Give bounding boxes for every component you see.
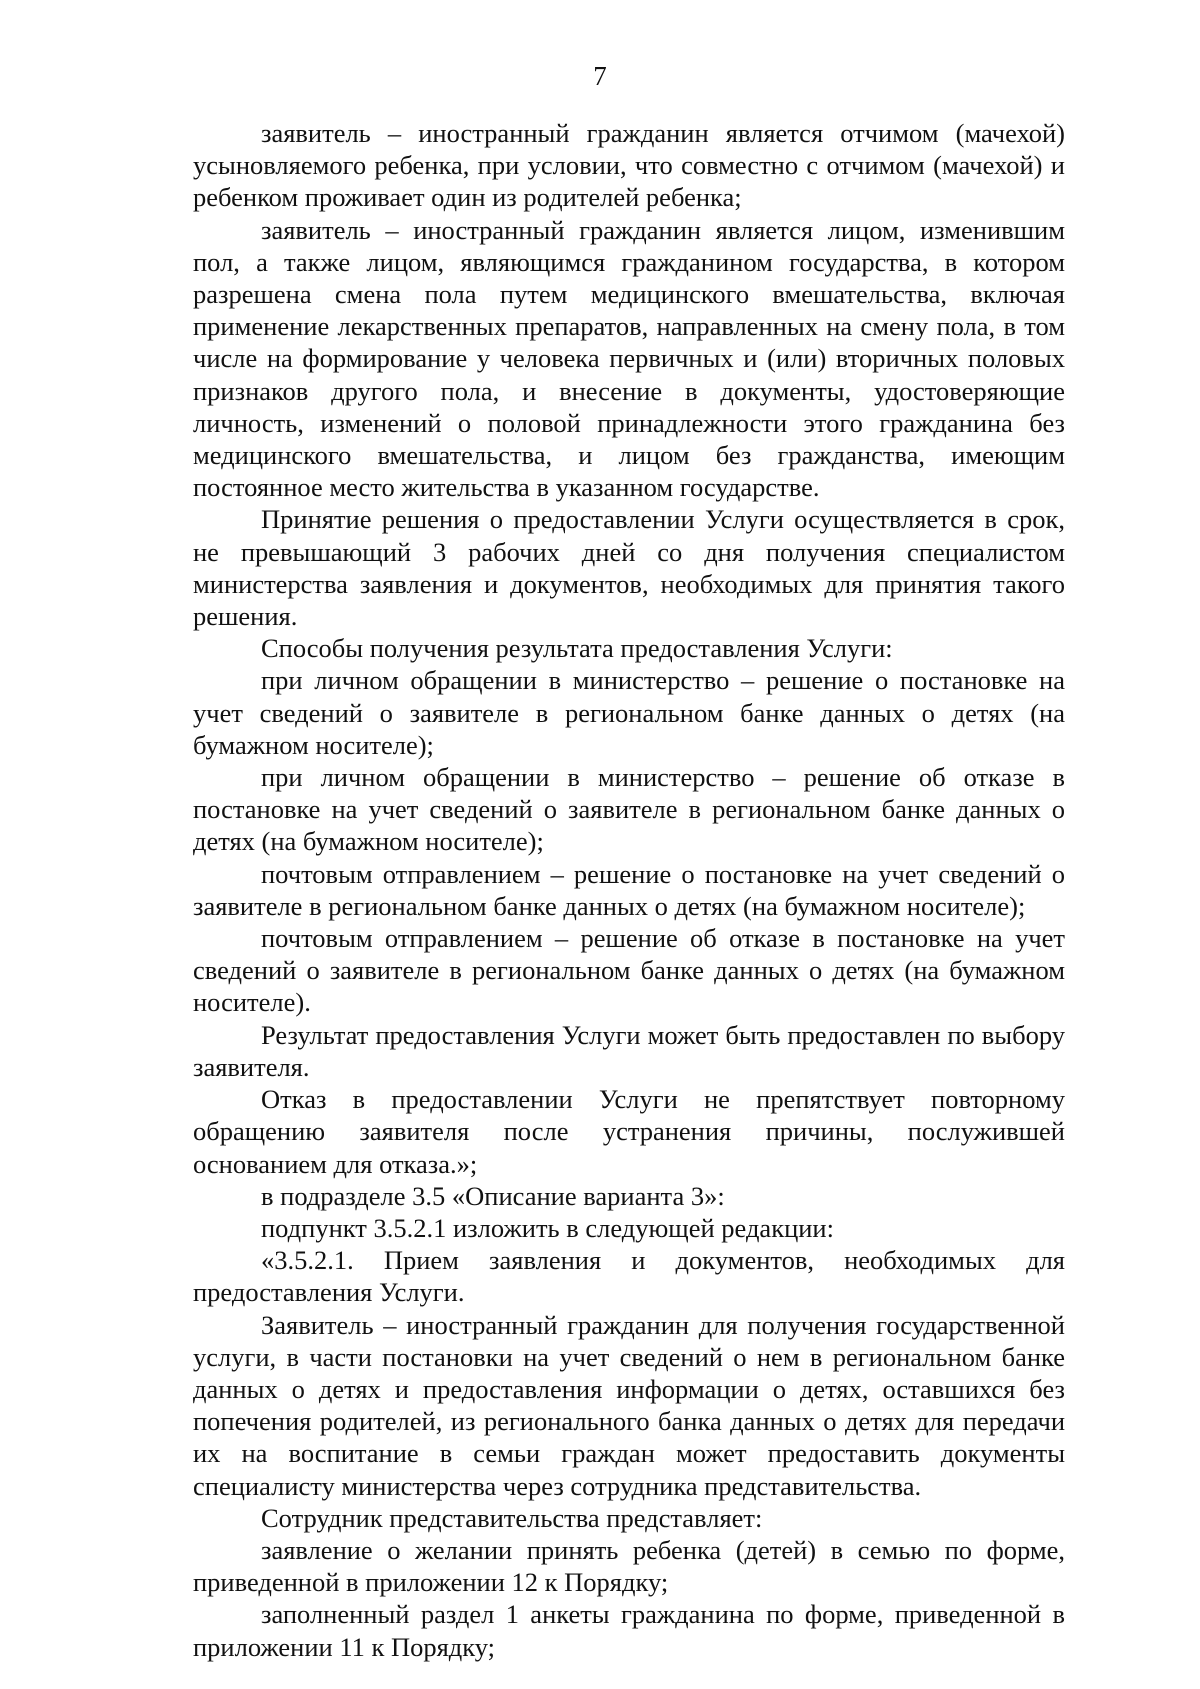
paragraph: заполненный раздел 1 анкеты гражданина по форме, приведенной в приложении 11 к Порядку; — [193, 1599, 1065, 1662]
page-number: 7 — [593, 61, 607, 91]
paragraph: при личном обращении в министерство – решение о постановке на учет сведений о заявителе в региональном банке данных о детях (на бумажном носителе); — [193, 665, 1065, 760]
paragraph: Результат предоставления Услуги может быть предоставлен по выбору заявителя. — [193, 1019, 1065, 1082]
paragraph: подпункт 3.5.2.1 изложить в следующей редакции: — [261, 1212, 834, 1243]
paragraph: при личном обращении в министерство – решение об отказе в постановке на учет сведений о заявителе в региональном банке данных о детях (на бумажном носителе); — [193, 762, 1065, 857]
paragraph: почтовым отправлением – решение о постановке на учет сведений о заявителе в региональном банке данных о детях (на бумажном носителе); — [193, 858, 1065, 921]
paragraph: «3.5.2.1. Прием заявления и документов, необходимых для предоставления Услуги. — [193, 1245, 1065, 1308]
paragraph: Отказ в предоставлении Услуги не препятствует повторному обращению заявителя после устранения причины, послужившей основанием для отказа.»; — [193, 1084, 1065, 1179]
paragraph: Заявитель – иностранный гражданин для получения государственной услуги, в части постановки на учет сведений о нем в региональном банке данных о детях и предоставления информации о детях, оставшихся без попечения родителей, из регионального банка данных о детях для передачи их на воспитание в семьи граждан может предоставить документы специалисту министерства через сотрудника представительства. — [193, 1309, 1065, 1501]
paragraph: почтовым отправлением – решение об отказе в постановке на учет сведений о заявителе в региональном банке данных о детях (на бумажном носителе). — [193, 923, 1065, 1018]
paragraph: Принятие решения о предоставлении Услуги осуществляется в срок, не превышающий 3 рабочих дней со дня получения специалистом министерства заявления и документов, необходимых для принятия такого решения. — [193, 504, 1065, 632]
paragraph: заявитель – иностранный гражданин является отчимом (мачехой) усыновляемого ребенка, при условии, что совместно с отчимом (мачехой) и ребенком проживает один из родителей ребенка; — [193, 118, 1065, 213]
paragraph: заявитель – иностранный гражданин является лицом, изменившим пол, а также лицом, являющимся гражданином государства, в котором разрешена смена пола путем медицинского вмешательства, включая применение лекарственных препаратов, направленных на смену пола, в том числе на формирование у человека первичных и (или) вторичных половых признаков другого пола, и внесение в документы, удостоверяющие личность, изменений о половой принадлежности этого гражданина без медицинского вмешательства, и лицом без гражданства, имеющим постоянное место жительства в указанном государстве. — [193, 214, 1065, 503]
paragraph: Сотрудник представительства представляет: — [261, 1502, 763, 1533]
body-text — [193, 117, 1065, 1663]
paragraph: заявление о желании принять ребенка (детей) в семью по форме, приведенной в приложении 12 к Порядку; — [193, 1534, 1065, 1598]
paragraph: Способы получения результата предоставления Услуги: — [261, 633, 893, 664]
paragraph: в подразделе 3.5 «Описание варианта 3»: — [261, 1180, 725, 1211]
